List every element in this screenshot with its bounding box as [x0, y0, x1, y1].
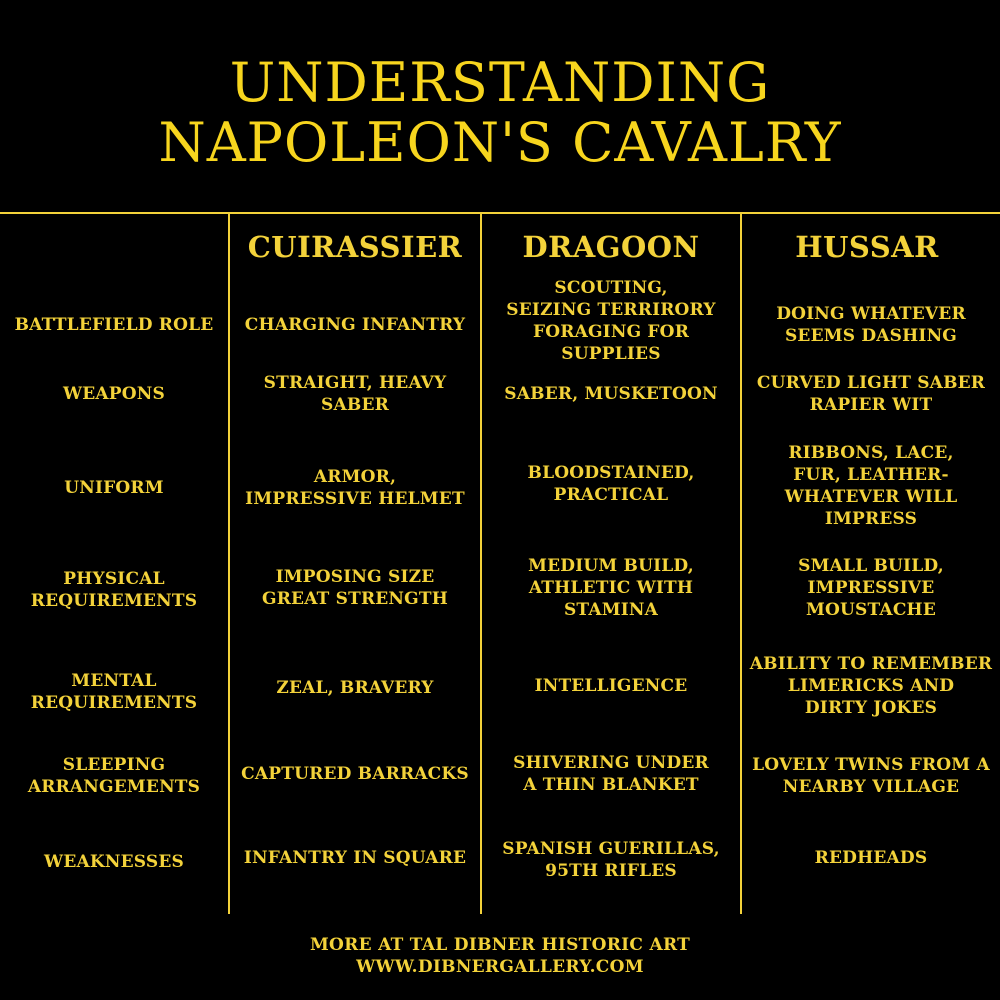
title-line-2: NAPOLEON'S CAVALRY	[158, 111, 842, 174]
cell-hussar-uniform: RIBBONS, LACE, FUR, LEATHER- WHATEVER WILL IMPRESS	[784, 443, 958, 529]
cell-hussar-physical-requirements: SMALL BUILD, IMPRESSIVE MOUSTACHE	[798, 556, 944, 620]
row-label-sleeping-arrangements: SLEEPING ARRANGEMENTS	[27, 755, 201, 797]
row-label-mental-requirements: MENTAL REQUIREMENTS	[30, 671, 198, 713]
row-label-battlefield-role: BATTLEFIELD ROLE	[14, 315, 214, 335]
cell-dragoon-physical-requirements: MEDIUM BUILD, ATHLETIC WITH STAMINA	[528, 556, 694, 620]
cell-hussar-weaknesses: REDHEADS	[814, 848, 928, 868]
cell-cuirassier-sleeping-arrangements: CAPTURED BARRACKS	[241, 764, 469, 784]
cell-hussar-sleeping-arrangements: LOVELY TWINS FROM A NEARBY VILLAGE	[752, 755, 990, 797]
cell-cuirassier-weaknesses: INFANTRY IN SQUARE	[243, 848, 467, 868]
title-line-1: UNDERSTANDING	[229, 51, 771, 114]
cell-hussar-battlefield-role: DOING WHATEVER SEEMS DASHING	[776, 304, 966, 346]
cell-dragoon-weapons: SABER, MUSKETOON	[504, 384, 718, 404]
row-label-uniform: UNIFORM	[64, 478, 164, 498]
column-header-cuirassier: CUIRASSIER	[247, 230, 463, 264]
cell-hussar-mental-requirements: ABILITY TO REMEMBER LIMERICKS AND DIRTY JOKES	[749, 654, 993, 718]
footer-credit: MORE AT TAL DIBNER HISTORIC ART	[309, 935, 691, 955]
cell-cuirassier-physical-requirements: IMPOSING SIZE GREAT STRENGTH	[261, 567, 448, 609]
cell-dragoon-battlefield-role: SCOUTING, SEIZING TERRIRORY FORAGING FOR SUPPLIES	[506, 278, 716, 364]
footer-website-link[interactable]: WWW.DIBNERGALLERY.COM	[356, 957, 644, 977]
column-header-hussar: HUSSAR	[795, 230, 939, 264]
row-label-physical-requirements: PHYSICAL REQUIREMENTS	[30, 569, 198, 611]
cell-cuirassier-uniform: ARMOR, IMPRESSIVE HELMET	[245, 467, 465, 509]
row-label-weaknesses: WEAKNESSES	[44, 852, 184, 872]
cell-cuirassier-mental-requirements: ZEAL, BRAVERY	[276, 678, 434, 698]
row-label-weapons: WEAPONS	[62, 384, 166, 404]
cell-dragoon-mental-requirements: INTELLIGENCE	[534, 676, 688, 696]
cell-dragoon-sleeping-arrangements: SHIVERING UNDER A THIN BLANKET	[513, 753, 709, 795]
cell-dragoon-weaknesses: SPANISH GUERILLAS, 95TH RIFLES	[502, 839, 720, 881]
column-header-dragoon: DRAGOON	[522, 230, 700, 264]
cell-dragoon-uniform: BLOODSTAINED, PRACTICAL	[527, 463, 695, 505]
cell-hussar-weapons: CURVED LIGHT SABER RAPIER WIT	[756, 373, 986, 415]
cell-cuirassier-battlefield-role: CHARGING INFANTRY	[244, 315, 466, 335]
cell-cuirassier-weapons: STRAIGHT, HEAVY SABER	[263, 373, 447, 415]
table-top-divider	[0, 212, 1000, 214]
